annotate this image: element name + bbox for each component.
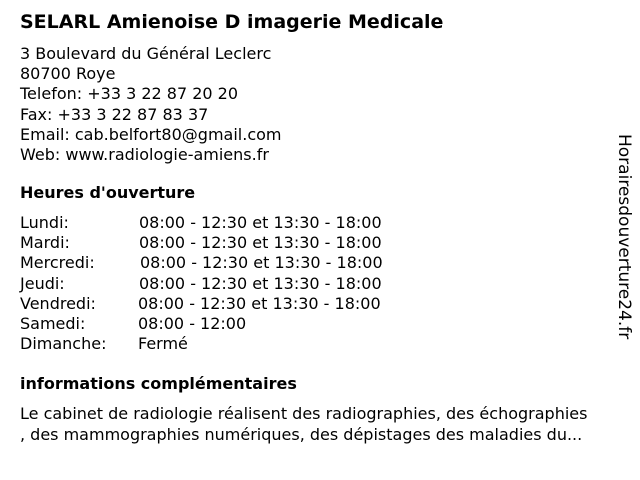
opening-hours-heading: Heures d'ouverture [20,183,196,202]
day-label: Samedi: [20,313,86,333]
day-label: Mardi: [20,233,70,253]
address-city: 80700 Roye [20,64,116,84]
day-label: Jeudi: [20,273,65,293]
email-address: Email: cab.belfort80@gmail.com [20,124,282,144]
time-range: Fermé [138,334,188,354]
website-address: Web: www.radiologie-amiens.fr [20,145,269,165]
day-label: Lundi: [20,213,69,232]
time-range: 08:00 - 12:30 et 13:30 - 18:00 [140,253,383,273]
description-line: , des mammographies numériques, des dépistages des maladies du... [20,424,583,444]
day-label: Mercredi: [20,253,95,273]
time-range: 08:00 - 12:30 et 13:30 - 18:00 [138,293,381,313]
time-range: 08:00 - 12:30 et 13:30 - 18:00 [139,213,382,232]
day-label: Vendredi: [20,293,96,313]
address-street: 3 Boulevard du Général Leclerc [20,44,272,63]
day-label: Dimanche: [20,334,107,354]
additional-info-heading: informations complémentaires [20,374,297,393]
contact-block [20,44,281,165]
description-line: Le cabinet de radiologie réalisent des radiographies, des échographies [20,404,588,423]
time-range: 08:00 - 12:30 et 13:30 - 18:00 [139,233,382,253]
additional-info-text [20,404,632,445]
time-range: 08:00 - 12:00 [138,313,247,333]
time-range: 08:00 - 12:30 et 13:30 - 18:00 [139,273,382,293]
fax-number: Fax: +33 3 22 87 83 37 [20,104,209,124]
site-watermark: Horairesdouverture24.fr [614,134,634,340]
phone-number: Telefon: +33 3 22 87 20 20 [20,84,239,104]
business-title: SELARL Amienoise D imagerie Medicale [20,11,444,33]
